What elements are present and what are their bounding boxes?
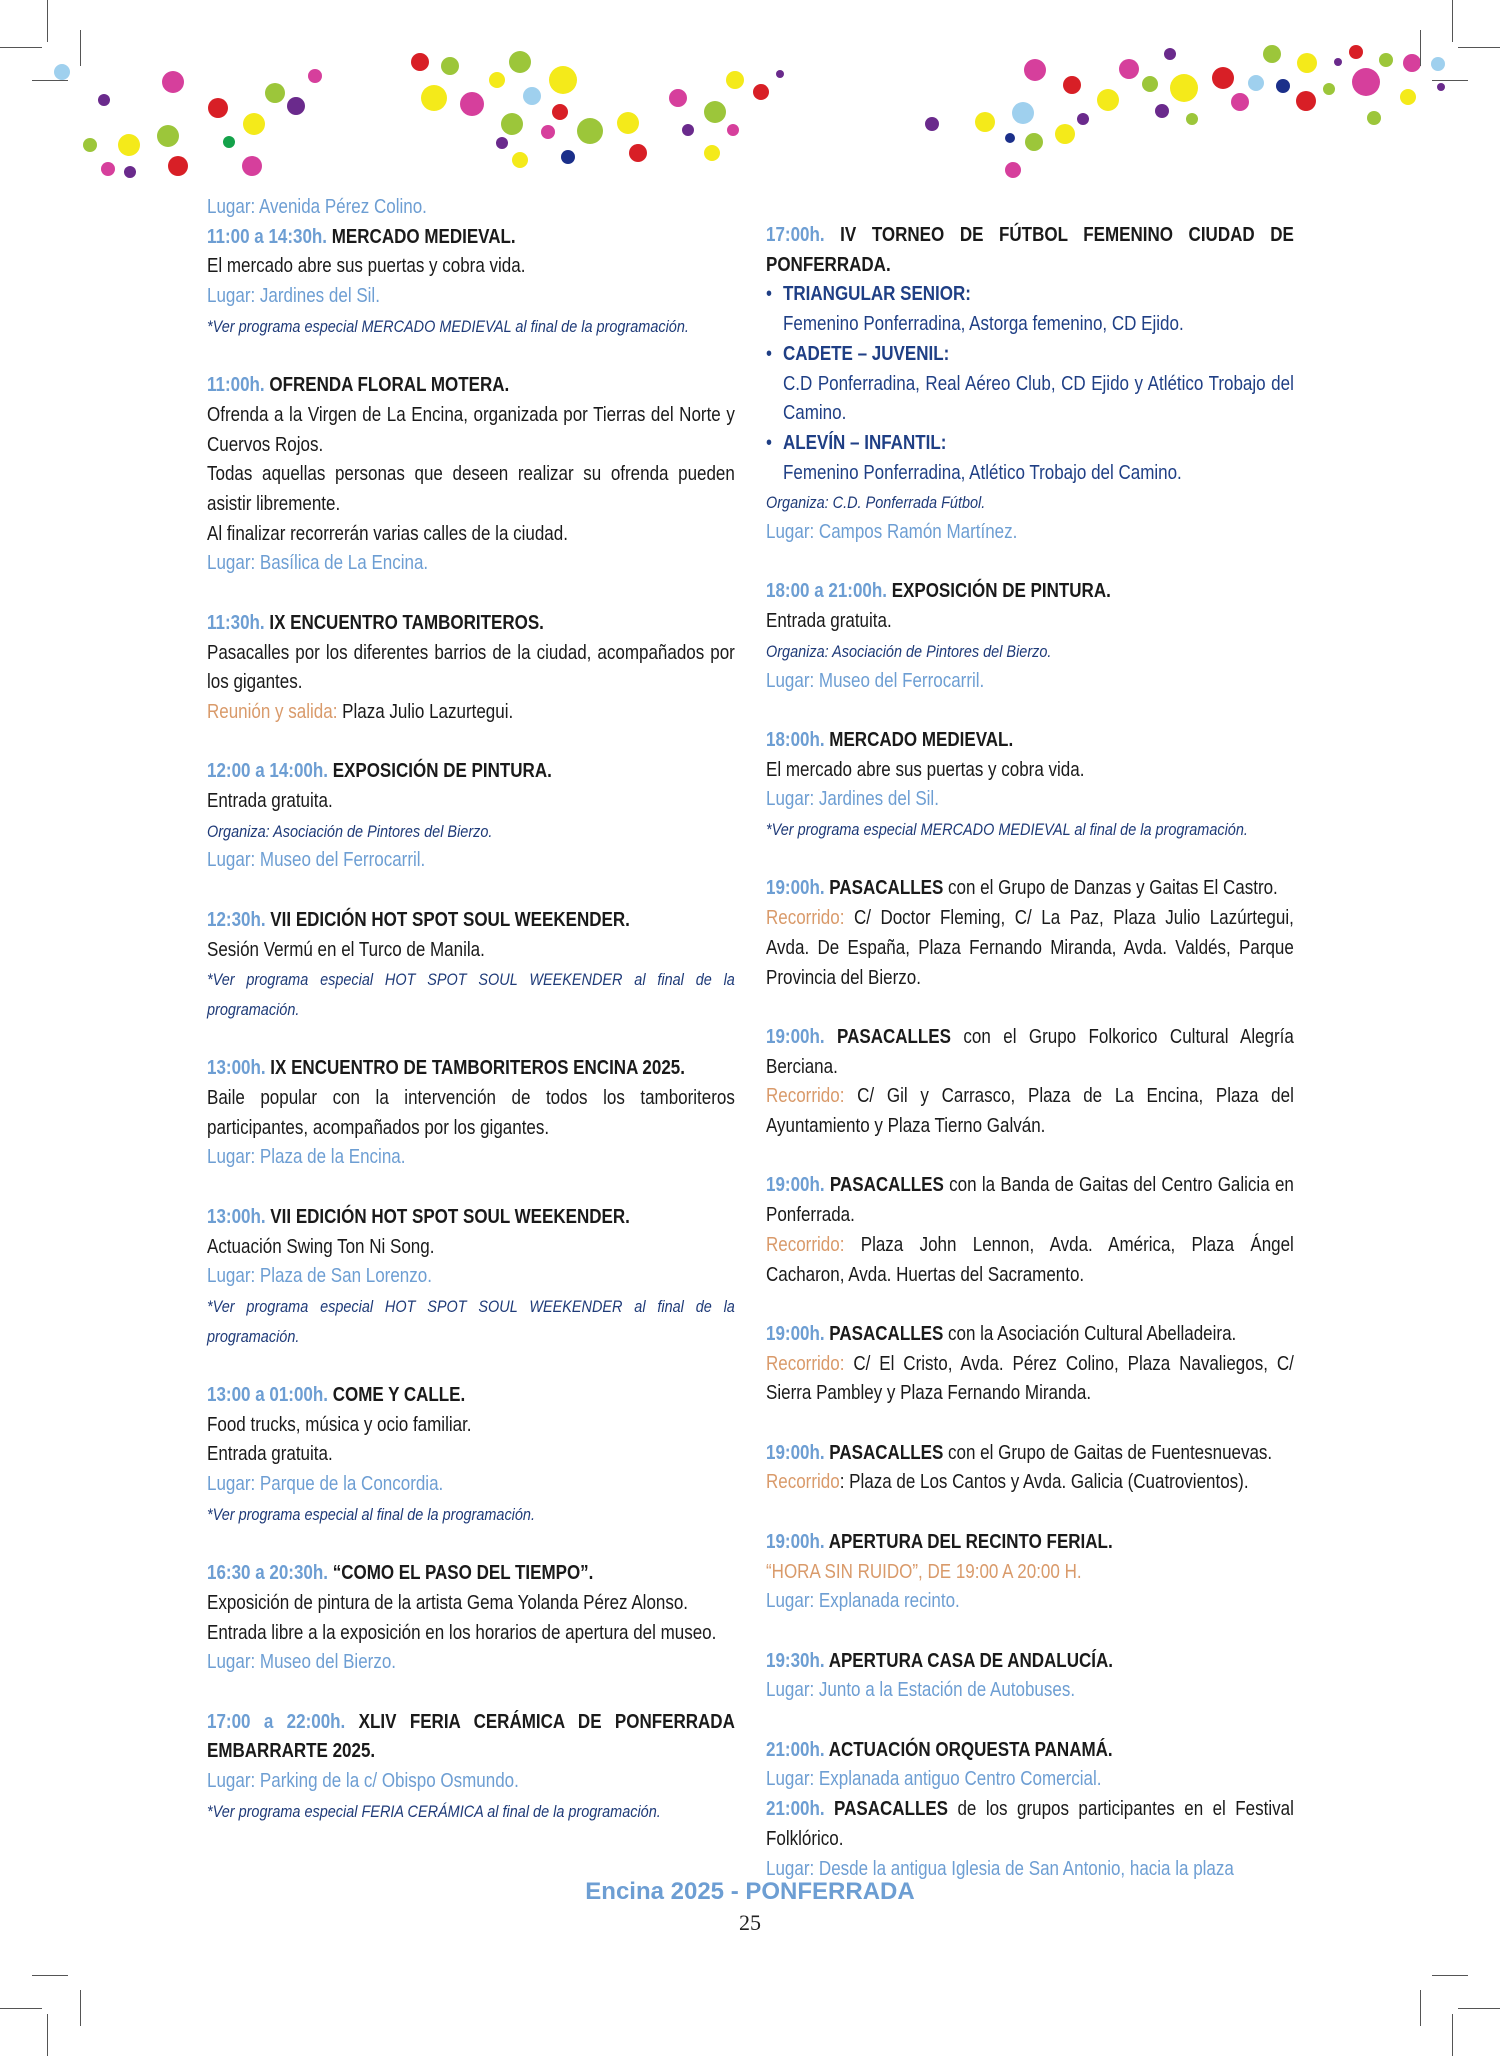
event-line (766, 1231, 1294, 1290)
confetti-dot (460, 92, 484, 116)
event-line (207, 1233, 735, 1263)
category-teams: Femenino Ponferradina, Atlético Trobajo del Camino. (783, 461, 1182, 484)
event-block (207, 1559, 735, 1678)
confetti-dot (669, 89, 687, 107)
confetti-dot (1212, 67, 1234, 89)
confetti-dot (157, 125, 179, 147)
confetti-dot (208, 98, 228, 118)
confetti-dot (561, 150, 575, 164)
event-location: Lugar: Parking de la c/ Obispo Osmundo. (207, 1770, 519, 1793)
crop-mark (32, 1975, 68, 1976)
event-line (766, 1320, 1294, 1350)
confetti-dot (753, 84, 769, 100)
category-label: TRIANGULAR SENIOR: (783, 283, 971, 306)
event-line (766, 340, 1294, 370)
event-line (207, 460, 735, 519)
event-text: Actuación Swing Ton Ni Song. (207, 1235, 435, 1258)
event-line (207, 965, 735, 1024)
event-line (766, 1528, 1294, 1558)
event-title: PASACALLES (834, 1798, 949, 1821)
event-title: VII EDICIÓN HOT SPOT SOUL WEEKENDER. (270, 908, 630, 931)
event-line (766, 1795, 1294, 1854)
confetti-dot (1231, 93, 1249, 111)
page-number: 25 (739, 1910, 761, 1935)
confetti-dot (509, 51, 531, 73)
confetti-dot (925, 117, 939, 131)
event-text: Plaza Julio Lazurtegui. (337, 700, 514, 723)
confetti-dot (1248, 75, 1264, 91)
event-line (766, 1558, 1294, 1588)
confetti-dot (308, 69, 322, 83)
confetti-dot (1403, 54, 1421, 72)
event-line (766, 607, 1294, 637)
confetti-dot (265, 83, 285, 103)
event-line (766, 1171, 1294, 1230)
confetti-dot (726, 71, 744, 89)
crop-mark (1458, 2008, 1500, 2009)
event-line (766, 815, 1294, 845)
confetti-dot (1170, 74, 1198, 102)
event-title: “COMO EL PASO DEL TIEMPO”. (332, 1562, 594, 1585)
event-time: 17:00 a 22:00h. (207, 1710, 359, 1733)
crop-mark (32, 80, 68, 81)
event-block (207, 609, 735, 728)
crop-mark (0, 47, 42, 48)
confetti-dot (98, 94, 110, 106)
confetti-dot (541, 125, 555, 139)
category-teams: C.D Ponferradina, Real Aéreo Club, CD Ejido y Atlético Trobajo del Camino. (783, 372, 1294, 425)
confetti-dot (1276, 79, 1290, 93)
confetti-dot (1263, 45, 1281, 63)
confetti-dot (1400, 89, 1416, 105)
event-location: Lugar: Explanada recinto. (766, 1590, 960, 1613)
event-title: XLIV FERIA CERÁMICA DE PONFERRADA EMBARRARTE 2025. (207, 1710, 735, 1763)
event-line (766, 874, 1294, 904)
event-title: OFRENDA FLORAL MOTERA. (269, 374, 510, 397)
event-block (207, 1708, 735, 1827)
event-text: Pasacalles por los diferentes barrios de la ciudad, acompañados por los gigantes. (207, 641, 735, 694)
event-line (207, 1470, 735, 1500)
event-time: 11:00h. (207, 374, 270, 397)
event-time: 19:00h. (766, 1174, 830, 1197)
confetti-dot (1063, 76, 1081, 94)
confetti-dot (1367, 111, 1381, 125)
confetti-dot (162, 71, 184, 93)
event-line (207, 1262, 735, 1292)
event-line (207, 549, 735, 579)
event-line (766, 221, 1294, 280)
event-line (207, 371, 735, 401)
footer-title: Encina 2025 - PONFERRADA (585, 1878, 915, 1905)
event-line (207, 520, 735, 550)
event-time: 13:00h. (207, 1057, 271, 1080)
event-block (766, 874, 1294, 993)
event-location: Lugar: Campos Ramón Martínez. (766, 521, 1018, 544)
event-title: APERTURA CASA DE ANDALUCÍA. (828, 1649, 1113, 1672)
event-line (207, 1767, 735, 1797)
event-line (207, 1559, 735, 1589)
event-text: C/ Doctor Fleming, C/ La Paz, Plaza Julio Lazúrtegui, Avda. De España, Plaza Fernando Miranda, Avda. Valdés, Parque Provincia del Bierzo. (766, 907, 1294, 989)
route-label: Recorrido: (766, 907, 845, 930)
event-title: COME Y CALLE. (332, 1384, 466, 1407)
event-block (207, 1054, 735, 1173)
event-text: El mercado abre sus puertas y cobra vida. (207, 255, 526, 278)
crop-mark (80, 1990, 81, 2026)
confetti-dot (411, 53, 429, 71)
confetti-dot (242, 156, 262, 176)
event-line (766, 370, 1294, 429)
event-location: Lugar: Museo del Ferrocarril. (207, 849, 426, 872)
event-note: Organiza: Asociación de Pintores del Bierzo. (207, 821, 493, 841)
confetti-dot (1437, 83, 1445, 91)
event-line (207, 1440, 735, 1470)
event-text: Entrada gratuita. (207, 790, 333, 813)
crop-mark (47, 2014, 48, 2056)
event-text: Sesión Vermú en el Turco de Manila. (207, 938, 485, 961)
event-location: Lugar: Avenida Pérez Colino. (207, 196, 427, 218)
event-line (766, 785, 1294, 815)
route-label: Recorrido: (766, 1352, 845, 1375)
event-title: PASACALLES (829, 1441, 944, 1464)
event-text: Todas aquellas personas que deseen realizar su ofrenda pueden asistir libremente. (207, 463, 735, 516)
confetti-dot (54, 64, 70, 80)
event-time: 12:30h. (207, 908, 271, 931)
confetti-dot (512, 152, 528, 168)
event-line (207, 1143, 735, 1173)
event-block (766, 1736, 1294, 1885)
event-text: El mercado abre sus puertas y cobra vida. (766, 758, 1085, 781)
event-line (766, 726, 1294, 756)
confetti-dot (704, 101, 726, 123)
event-line (207, 846, 735, 876)
event-line (207, 223, 735, 253)
confetti-dot (1379, 53, 1393, 67)
crop-mark (80, 30, 81, 66)
confetti-dot (552, 104, 568, 120)
category-label: CADETE – JUVENIL: (783, 342, 950, 365)
event-block (207, 1203, 735, 1352)
confetti-dot (223, 136, 235, 148)
event-text: : Plaza de Los Cantos y Avda. Galicia (Cuatrovientos). (839, 1471, 1249, 1494)
event-line (766, 1439, 1294, 1469)
confetti-dot (704, 145, 720, 161)
route-label: Recorrido: (766, 1233, 845, 1256)
event-line (207, 1381, 735, 1411)
confetti-dot (617, 112, 639, 134)
event-time: 19:30h. (766, 1649, 829, 1672)
event-line (766, 518, 1294, 548)
event-location: Lugar: Junto a la Estación de Autobuses. (766, 1679, 1076, 1702)
event-time: 21:00h. (766, 1798, 835, 1821)
category-label: ALEVÍN – INFANTIL: (783, 431, 947, 454)
event-line (766, 459, 1294, 489)
confetti-dot (1186, 113, 1198, 125)
program-column-left (207, 193, 735, 1856)
event-line (207, 639, 735, 698)
event-text: con la Asociación Cultural Abelladeira. (943, 1322, 1237, 1345)
event-block (766, 1528, 1294, 1617)
event-line (207, 936, 735, 966)
event-line (207, 1648, 735, 1678)
event-title: IX ENCUENTRO DE TAMBORITEROS ENCINA 2025. (270, 1057, 685, 1080)
event-title: MERCADO MEDIEVAL. (829, 728, 1014, 751)
event-block (766, 577, 1294, 696)
confetti-dot (1024, 59, 1046, 81)
event-block (207, 371, 735, 579)
confetti-dot (1297, 53, 1317, 73)
event-line (207, 787, 735, 817)
event-line (766, 1023, 1294, 1082)
event-location: Lugar: Jardines del Sil. (207, 285, 380, 308)
event-title: ACTUACIÓN ORQUESTA PANAMÁ. (828, 1738, 1113, 1761)
event-title: PASACALLES (837, 1025, 951, 1048)
event-note: Organiza: C.D. Ponferrada Fútbol. (766, 493, 986, 513)
confetti-dot (1352, 68, 1380, 96)
event-block (207, 1381, 735, 1530)
confetti-dot (727, 124, 739, 136)
event-line (207, 1292, 735, 1351)
confetti-dot (83, 138, 97, 152)
event-block (207, 193, 735, 342)
confetti-dot (1025, 133, 1043, 151)
crop-mark (1420, 30, 1421, 66)
crop-mark (1458, 47, 1500, 48)
event-text: con el Grupo de Danzas y Gaitas El Castro. (943, 877, 1278, 900)
event-line (766, 1647, 1294, 1677)
confetti-dot (118, 134, 140, 156)
confetti-dot (1119, 59, 1139, 79)
event-line (207, 1500, 735, 1530)
confetti-dot (1142, 76, 1158, 92)
event-line (766, 1676, 1294, 1706)
event-location: Lugar: Plaza de la Encina. (207, 1146, 406, 1169)
event-text: Entrada gratuita. (207, 1443, 333, 1466)
event-line (207, 1797, 735, 1827)
confetti-dot (441, 57, 459, 75)
event-note: *Ver programa especial FERIA CERÁMICA al final de la programación. (207, 1801, 661, 1821)
event-text: con el Grupo Folkorico Cultural Alegría Berciana. (766, 1025, 1294, 1078)
event-text: Food trucks, música y ocio familiar. (207, 1413, 472, 1436)
event-location: Lugar: Jardines del Sil. (766, 788, 939, 811)
confetti-dot (496, 137, 508, 149)
route-label: Reunión y salida: (207, 700, 338, 723)
confetti-dot (1097, 89, 1119, 111)
event-time: 16:30 a 20:30h. (207, 1562, 333, 1585)
event-text: C/ Gil y Carrasco, Plaza de La Encina, Plaza del Ayuntamiento y Plaza Tierno Galván. (766, 1085, 1294, 1138)
event-line (766, 280, 1294, 310)
event-block (207, 757, 735, 876)
event-location: Lugar: Basílica de La Encina. (207, 552, 429, 575)
event-line (207, 1054, 735, 1084)
event-block (207, 906, 735, 1025)
event-note: *Ver programa especial al final de la programación. (207, 1504, 535, 1524)
event-text: C/ El Cristo, Avda. Pérez Colino, Plaza Navaliegos, C/ Sierra Pambley y Plaza Fernando Miranda. (766, 1352, 1294, 1405)
event-line (766, 756, 1294, 786)
event-time: 11:00 a 14:30h. (207, 225, 332, 248)
event-line (766, 429, 1294, 459)
confetti-dot (1005, 133, 1015, 143)
event-time: 19:00h. (766, 877, 830, 900)
crop-mark (47, 0, 48, 42)
event-text: con la Banda de Gaitas del Centro Galicia en Ponferrada. (766, 1174, 1294, 1227)
event-title: VII EDICIÓN HOT SPOT SOUL WEEKENDER. (270, 1205, 630, 1228)
event-text: Al finalizar recorrerán varias calles de la ciudad. (207, 522, 568, 545)
event-line (207, 757, 735, 787)
confetti-dot (1164, 48, 1176, 60)
event-line (207, 817, 735, 847)
confetti-dot (549, 66, 577, 94)
event-location: Lugar: Parque de la Concordia. (207, 1473, 444, 1496)
event-line (766, 667, 1294, 697)
event-text: Plaza John Lennon, Avda. América, Plaza Ángel Cacharon, Avda. Huertas del Sacramento. (766, 1233, 1294, 1286)
confetti-dot (682, 124, 694, 136)
event-title: APERTURA DEL RECINTO FERIAL. (828, 1530, 1113, 1553)
event-time: 12:00 a 14:00h. (207, 760, 333, 783)
confetti-dot (1334, 58, 1342, 66)
event-text: con el Grupo de Gaitas de Fuentesnuevas. (943, 1441, 1273, 1464)
event-text: Entrada libre a la exposición en los horarios de apertura del museo. (207, 1621, 717, 1644)
event-time: 21:00h. (766, 1738, 829, 1761)
confetti-dot (501, 113, 523, 135)
event-time: 19:00h. (766, 1025, 838, 1048)
event-time: 13:00 a 01:00h. (207, 1384, 333, 1407)
event-text: Baile popular con la intervención de todos los tamboriteros participantes, acompañados por los gigantes. (207, 1087, 735, 1139)
event-text: Exposición de pintura de la artista Gema Yolanda Pérez Alonso. (207, 1591, 689, 1614)
event-note: *Ver programa especial HOT SPOT SOUL WEEKENDER al final de la programación. (207, 970, 735, 1019)
event-note: *Ver programa especial MERCADO MEDIEVAL al final de la programación. (207, 316, 689, 336)
event-title: EXPOSICIÓN DE PINTURA. (332, 760, 552, 783)
event-note: Organiza: Asociación de Pintores del Bierzo. (766, 641, 1052, 661)
confetti-dot (776, 70, 784, 78)
event-location: Lugar: Plaza de San Lorenzo. (207, 1265, 432, 1288)
event-time: 19:00h. (766, 1530, 829, 1553)
confetti-dot (168, 156, 188, 176)
confetti-dot (1431, 57, 1445, 71)
event-block (766, 1171, 1294, 1290)
event-line (766, 1765, 1294, 1795)
event-line (766, 488, 1294, 518)
event-block (766, 1439, 1294, 1498)
event-line (207, 1589, 735, 1619)
event-location: Lugar: Museo del Ferrocarril. (766, 669, 985, 692)
event-line (207, 252, 735, 282)
event-time: 18:00 a 21:00h. (766, 580, 892, 603)
event-note: *Ver programa especial MERCADO MEDIEVAL al final de la programación. (766, 820, 1248, 840)
event-time: 18:00h. (766, 728, 830, 751)
event-title: IV TORNEO DE FÚTBOL FEMENINO CIUDAD DE PONFERRADA. (766, 224, 1294, 276)
confetti-dot (421, 85, 447, 111)
program-column-right (766, 221, 1294, 1914)
confetti-dot (287, 97, 305, 115)
confetti-dot (489, 72, 505, 88)
event-line (766, 577, 1294, 607)
event-location: Lugar: Museo del Bierzo. (207, 1651, 396, 1674)
crop-mark (1432, 80, 1468, 81)
event-time: 19:00h. (766, 1441, 830, 1464)
confetti-dot (1296, 91, 1316, 111)
event-note: *Ver programa especial HOT SPOT SOUL WEEKENDER al final de la programación. (207, 1296, 735, 1346)
event-title: PASACALLES (829, 877, 944, 900)
event-text: Entrada gratuita. (766, 610, 892, 633)
confetti-dot (975, 112, 995, 132)
confetti-dot (577, 118, 603, 144)
event-line (207, 1203, 735, 1233)
confetti-dot (101, 162, 115, 176)
event-text: Ofrenda a la Virgen de La Encina, organizada por Tierras del Norte y Cuervos Rojos. (207, 403, 735, 456)
confetti-dot (243, 113, 265, 135)
event-line (207, 312, 735, 342)
event-block (766, 726, 1294, 845)
event-line (766, 1587, 1294, 1617)
event-line (207, 906, 735, 936)
event-line (766, 1082, 1294, 1141)
event-line (207, 282, 735, 312)
event-line (207, 1411, 735, 1441)
event-time: 19:00h. (766, 1322, 830, 1345)
event-block (766, 1647, 1294, 1706)
crop-mark (1452, 2014, 1453, 2056)
crop-mark (1420, 1990, 1421, 2026)
event-line (207, 698, 735, 728)
event-title: MERCADO MEDIEVAL. (331, 225, 516, 248)
route-label: Recorrido: (766, 1085, 845, 1108)
confetti-dot (1055, 124, 1075, 144)
category-teams: Femenino Ponferradina, Astorga femenino, CD Ejido. (783, 313, 1184, 336)
event-title: IX ENCUENTRO TAMBORITEROS. (269, 611, 544, 634)
confetti-dot (1349, 45, 1363, 59)
crop-mark (0, 2008, 42, 2009)
event-location: Lugar: Desde la antigua Iglesia de San Antonio, hacia la plaza (766, 1857, 1234, 1880)
confetti-dot (1077, 113, 1089, 125)
event-title: EXPOSICIÓN DE PINTURA. (891, 580, 1111, 603)
confetti-dot (629, 144, 647, 162)
confetti-dot (1012, 102, 1034, 124)
event-text: de los grupos participantes en el Festival Folklórico. (766, 1798, 1294, 1850)
confetti-dot (1155, 104, 1169, 118)
crop-mark (1452, 0, 1453, 42)
event-block (766, 1023, 1294, 1142)
event-title: PASACALLES (829, 1322, 944, 1345)
event-line (766, 310, 1294, 340)
event-block (766, 1320, 1294, 1409)
confetti-dot (1323, 83, 1335, 95)
event-time: 11:30h. (207, 611, 270, 634)
event-line (207, 1084, 735, 1143)
event-block (766, 221, 1294, 548)
event-line (766, 1350, 1294, 1409)
event-line (766, 637, 1294, 667)
confetti-dot (523, 87, 541, 105)
event-line (766, 1736, 1294, 1766)
event-time: 17:00h. (766, 224, 841, 246)
confetti-dot (1005, 162, 1021, 178)
confetti-dot (124, 166, 136, 178)
route-label: “HORA SIN RUIDO”, DE 19:00 A 20:00 H. (766, 1560, 1082, 1583)
route-label: Recorrido (766, 1471, 840, 1494)
event-line (207, 1708, 735, 1767)
crop-mark (1432, 1975, 1468, 1976)
event-line (207, 1619, 735, 1649)
event-title: PASACALLES (829, 1174, 944, 1197)
event-line (766, 1468, 1294, 1498)
event-line (207, 401, 735, 460)
event-line (207, 609, 735, 639)
event-time: 13:00h. (207, 1205, 271, 1228)
event-line (207, 193, 735, 223)
event-line (766, 904, 1294, 993)
event-location: Lugar: Explanada antiguo Centro Comercial. (766, 1768, 1102, 1791)
